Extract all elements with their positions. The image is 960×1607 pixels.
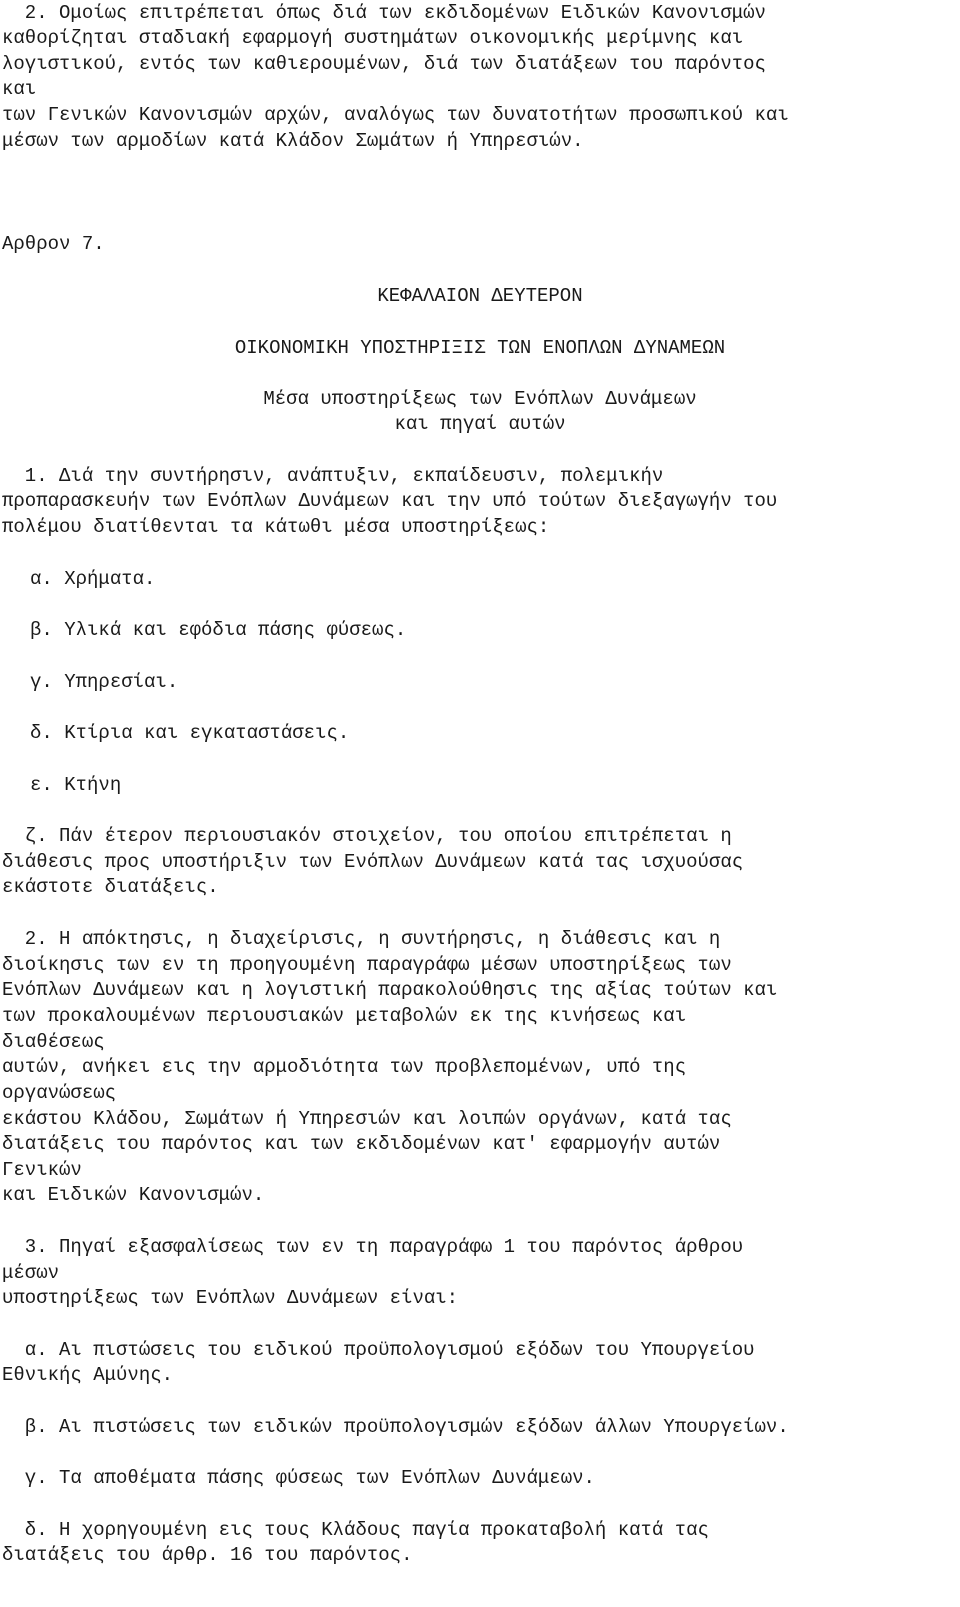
text-line: διάθεσις προς υποστήριξιν των Ενόπλων Δυνάμεων κατά τας ισχυούσας — [2, 851, 744, 873]
chapter-subtitle: ΟΙΚΟΝΟΜΙΚΗ ΥΠΟΣΤΗΡΙΞΙΣ ΤΩΝ ΕΝΟΠΛΩΝ ΔΥΝΑΜΕΩΝ — [234, 337, 726, 359]
text-line: καθορίζηται σταδιακή εφαρμογή συστημάτων οικονομικής μερίμνης και — [2, 27, 744, 49]
text-line: 2. Ομοίως επιτρέπεται όπως διά των εκδιδομένων Ειδικών Κανονισμών — [2, 2, 766, 24]
list-item: δ. Κτίρια και εγκαταστάσεις. — [30, 722, 350, 744]
text-line: 3. Πηγαί εξασφαλίσεως των εν τη παραγράφω 1 του παρόντος άρθρου — [2, 1236, 744, 1258]
text-line: 1. Διά την συντήρησιν, ανάπτυξιν, εκπαίδευσιν, πολεμικήν — [2, 465, 664, 487]
text-line: Ενόπλων Δυνάμεων και η λογιστική παρακολούθησις της αξίας τούτων και — [2, 979, 778, 1001]
text-line: των προκαλουμένων περιουσιακών μεταβολών εκ της κινήσεως και — [2, 1005, 687, 1027]
sources-item-c: γ. Τα αποθέματα πάσης φύσεως των Ενόπλων Δυνάμεων. — [2, 1467, 595, 1489]
text-line: λογιστικού, εντός των καθιερουμένων, διά των διατάξεων του παρόντος — [2, 53, 766, 75]
text-line: οργανώσεως — [2, 1082, 117, 1104]
chapter-title: ΚΕΦΑΛΑΙΟΝ ΔΕΥΤΕΡΟΝ — [377, 285, 583, 307]
list-item: β. Υλικά και εφόδια πάσης φύσεως. — [30, 619, 407, 641]
text-line: και Ειδικών Κανονισμών. — [2, 1184, 265, 1206]
text-line: μέσων — [2, 1262, 60, 1284]
text-line: διοίκησις των εν τη προηγουμένη παραγράφω μέσων υποστηρίξεως των — [2, 954, 732, 976]
text-line: διατάξεις του παρόντος και των εκδιδομένων κατ' εφαρμογήν αυτών — [2, 1133, 721, 1155]
list-item: α. Χρήματα. — [30, 568, 156, 590]
list-item: γ. Υπηρεσίαι. — [30, 671, 179, 693]
text-line: των Γενικών Κανονισμών αρχών, αναλόγως των δυνατοτήτων προσωπικού και — [2, 104, 789, 126]
text-line: δ. Η χορηγουμένη εις τους Κλάδους παγία προκαταβολή κατά τας — [2, 1519, 709, 1541]
text-line: και — [2, 78, 37, 100]
text-line: μέσων των αρμοδίων κατά Κλάδον Σωμάτων ή Υπηρεσιών. — [2, 130, 584, 152]
text-line: Γενικών — [2, 1159, 82, 1181]
text-line: αυτών, ανήκει εις την αρμοδιότητα των προβλεπομένων, υπό της — [2, 1056, 687, 1078]
section-heading-line: και πηγαί αυτών — [394, 413, 566, 435]
text-line: εκάστοτε διατάξεις. — [2, 876, 219, 898]
text-line: 2. Η απόκτησις, η διαχείρισις, η συντήρησις, η διάθεσις και η — [2, 928, 721, 950]
text-line: προπαρασκευήν των Ενόπλων Δυνάμεων και την υπό τούτων διεξαγωγήν του — [2, 490, 778, 512]
text-line: ζ. Πάν έτερον περιουσιακόν στοιχείον, του οποίου επιτρέπεται η — [2, 825, 732, 847]
list-item: ε. Κτήνη — [30, 774, 122, 796]
text-line: διατάξεις του άρθρ. 16 του παρόντος. — [2, 1544, 413, 1566]
text-line: α. Αι πιστώσεις του ειδικού προϋπολογισμού εξόδων του Υπουργείου — [2, 1339, 755, 1361]
sources-item-b: β. Αι πιστώσεις των ειδικών προϋπολογισμών εξόδων άλλων Υπουργείων. — [2, 1416, 789, 1438]
text-line: υποστηρίξεως των Ενόπλων Δυνάμεων είναι: — [2, 1287, 459, 1309]
text-line: Εθνικής Αμύνης. — [2, 1364, 174, 1386]
text-line: εκάστου Κλάδου, Σωμάτων ή Υπηρεσιών και λοιπών οργάνων, κατά τας — [2, 1108, 732, 1130]
section-heading-line: Μέσα υποστηρίξεως των Ενόπλων Δυνάμεων — [263, 388, 697, 410]
article-label: Αρθρον 7. — [2, 233, 105, 255]
text-line: διαθέσεως — [2, 1031, 105, 1053]
text-line: πολέμου διατίθενται τα κάτωθι μέσα υποστηρίξεως: — [2, 516, 550, 538]
